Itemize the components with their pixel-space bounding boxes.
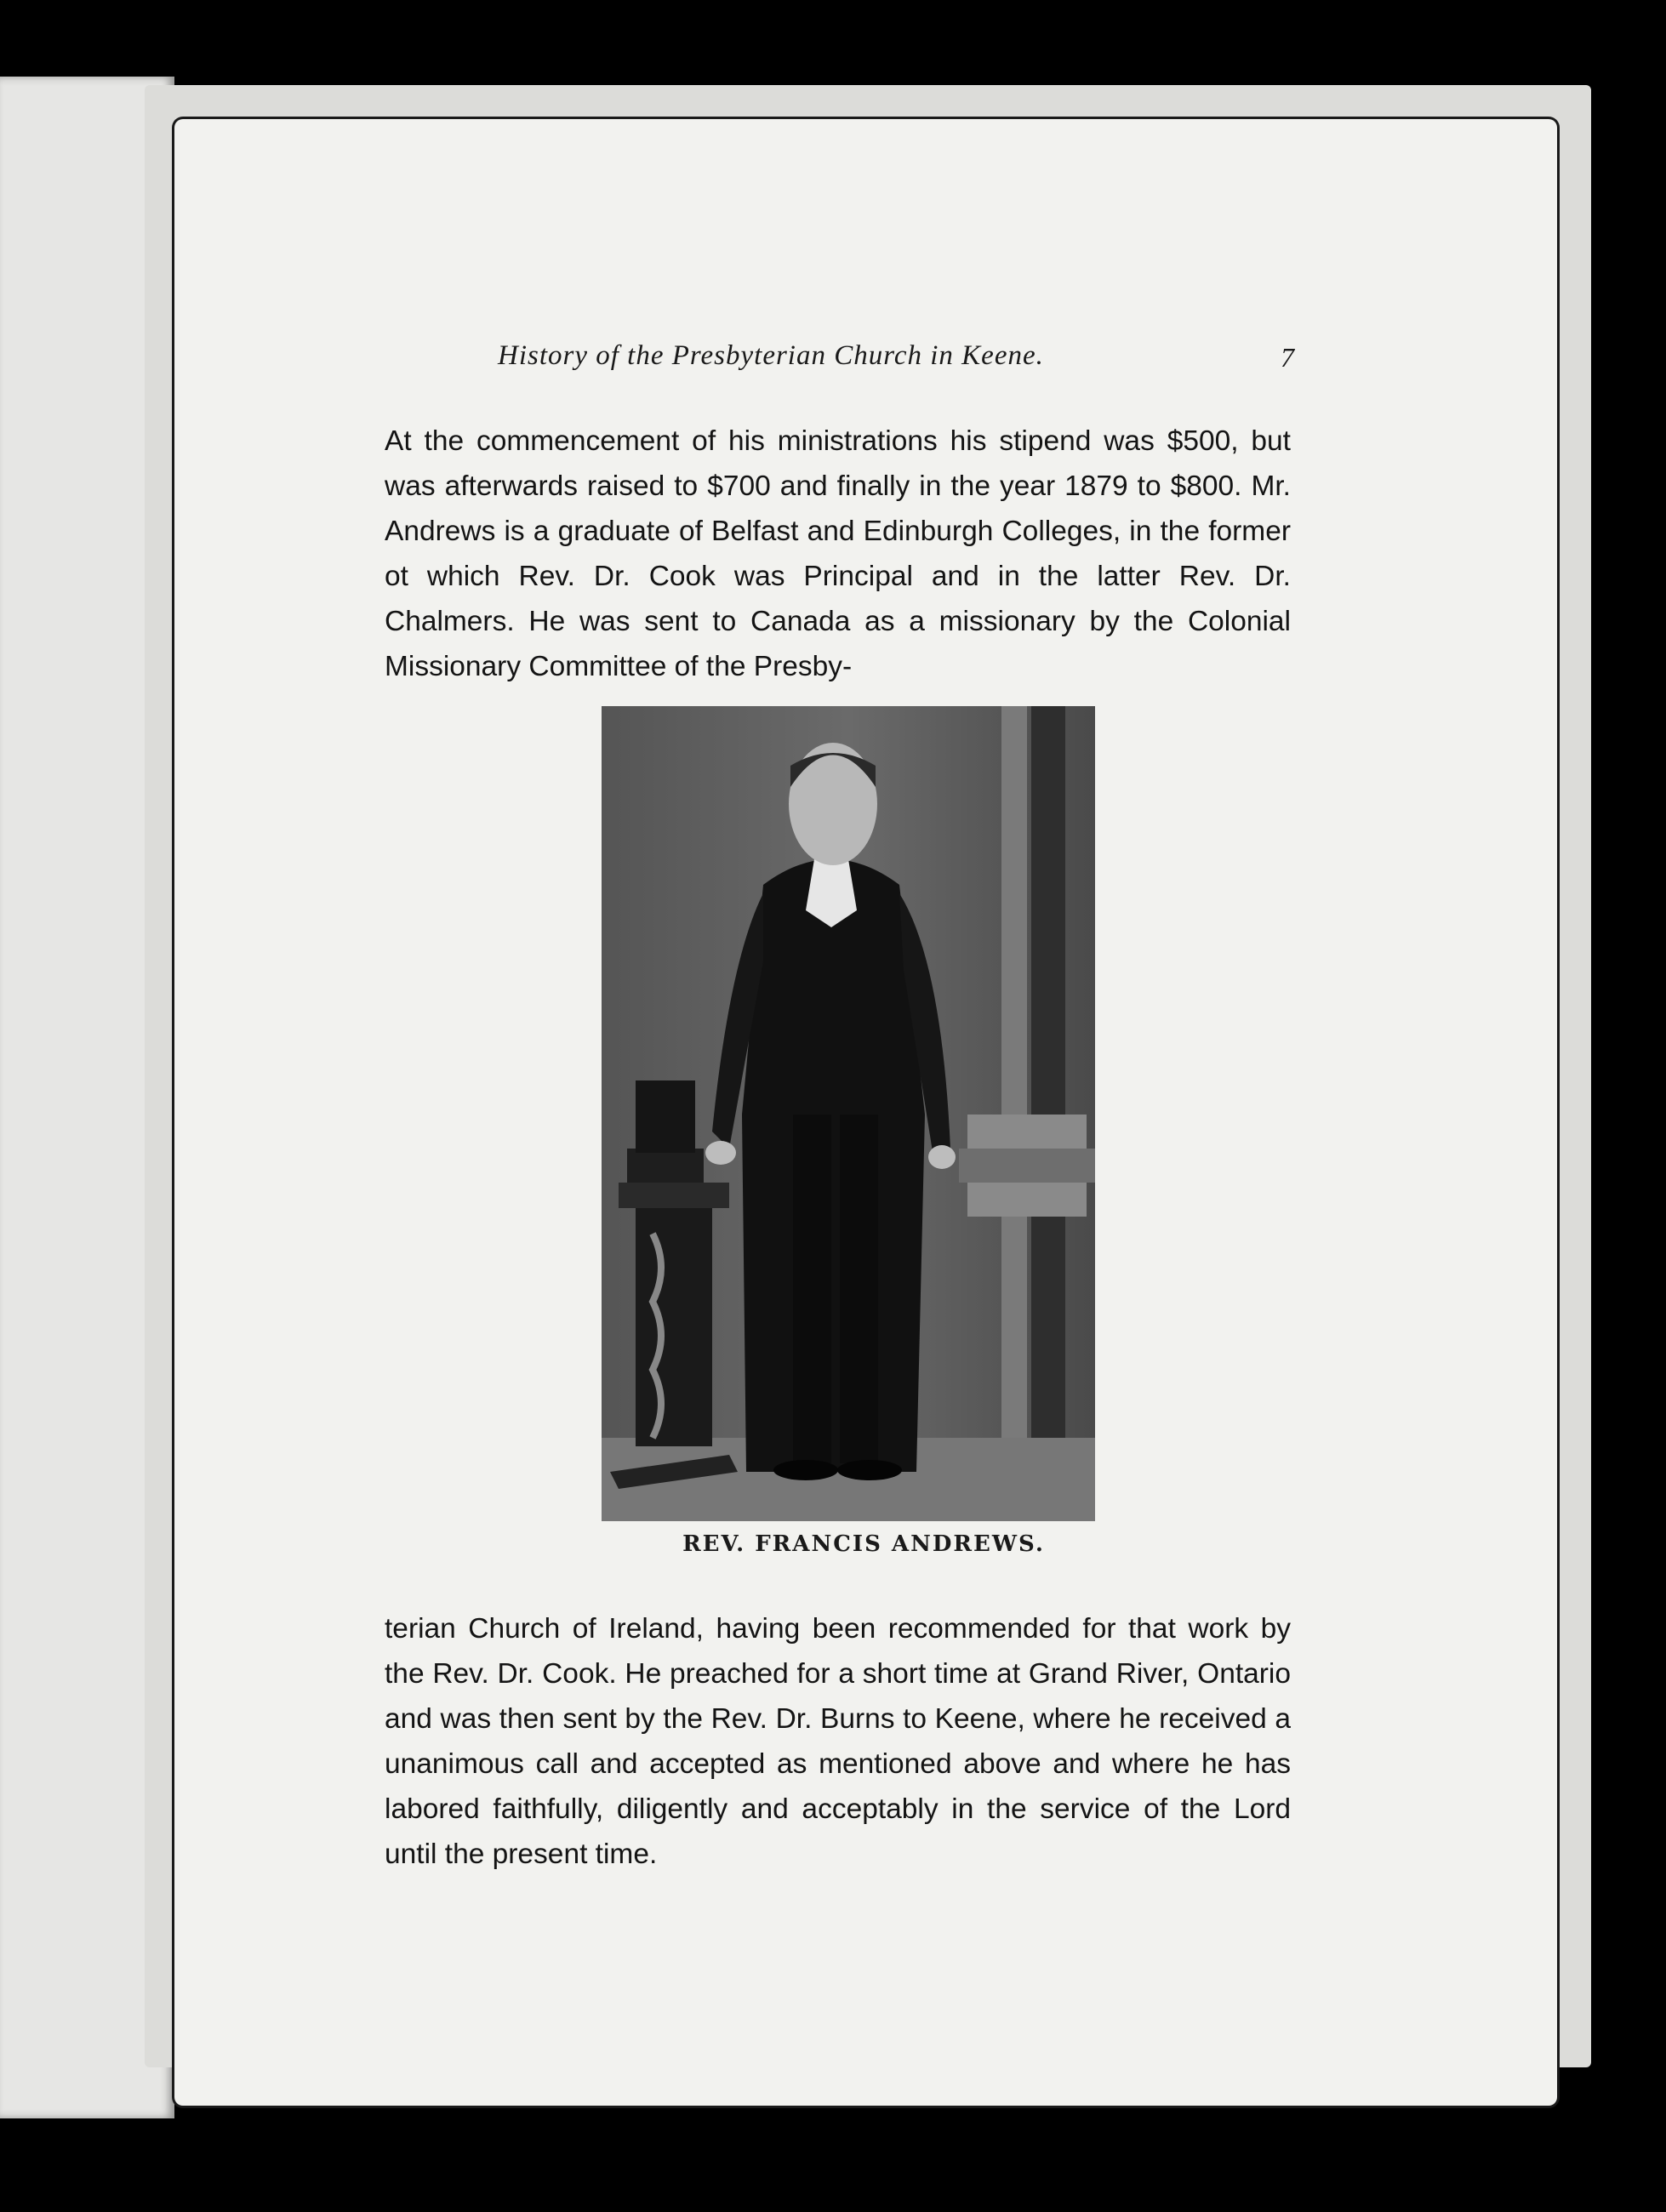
portrait-illustration xyxy=(602,706,1095,1521)
paragraph-1: At the commencement of his ministrations his stipend was $500, but was afterwards raised to $700 and finally in the year 1879 to $800. Mr. Andrews is a graduate of Belfast and Edinburgh Colleges, in the former ot which Rev. Dr. Cook was Principal and in the latter Rev. Dr. Chalmers. He was sent to Canada as a missionary by the Colonial Missionary Committee of the Presby- xyxy=(385,425,1291,682)
paragraph-2: terian Church of Ireland, having been recommended for that work by the Rev. Dr. Cook. He preached for a short time at Grand River, Ontario and was then sent by the Rev. Dr. Burns to Keene, where he received a unanimous call and accepted as mentioned above and where he has labored faithfully, diligently and acceptably in the service of the Lord until the present time. xyxy=(385,1613,1291,1870)
photo-caption: REV. FRANCIS ANDREWS. xyxy=(682,1531,1045,1557)
portrait-photo xyxy=(602,706,1095,1521)
page-number: 7 xyxy=(1281,342,1294,373)
book-page xyxy=(174,119,1557,2106)
running-head: History of the Presbyterian Church in Keene. xyxy=(498,340,1044,371)
